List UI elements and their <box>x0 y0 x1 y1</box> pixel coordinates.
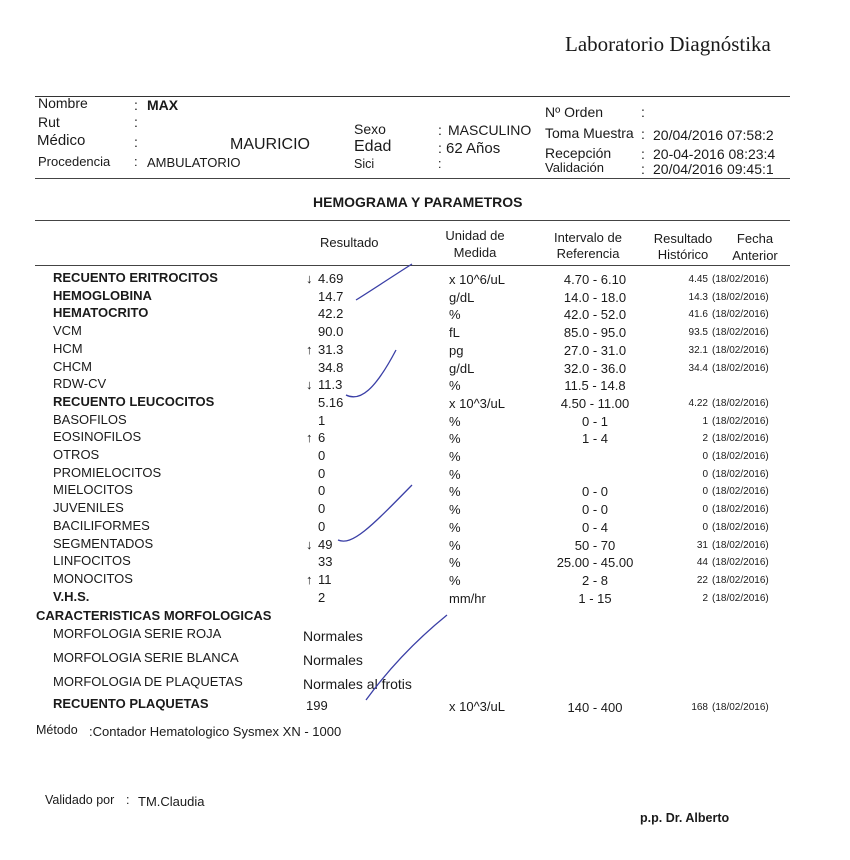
row-name: RECUENTO LEUCOCITOS <box>53 394 215 409</box>
col-historico-2: Histórico <box>657 247 709 262</box>
row-result: 0 <box>318 483 326 498</box>
row-unit: % <box>449 538 461 553</box>
row-hist: 41.6 <box>688 309 708 320</box>
procedencia-value: AMBULATORIO <box>147 155 241 170</box>
row-result: 0 <box>318 448 326 463</box>
validacion-label: Validación <box>545 160 605 175</box>
nombre-colon: : <box>134 97 138 113</box>
row-unit: % <box>449 431 461 446</box>
nombre-label: Nombre <box>38 95 88 111</box>
row-hist: 2 <box>702 593 708 604</box>
row-name: LINFOCITOS <box>53 553 131 568</box>
row-result: 11.3 <box>318 377 343 392</box>
sexo-value: MASCULINO <box>448 122 532 138</box>
row-hist: 0 <box>702 451 708 462</box>
row-name: HCM <box>53 341 83 356</box>
row-hist: 0 <box>702 486 708 497</box>
row-hist: 1 <box>702 416 708 427</box>
row-flag: ↑ <box>306 572 313 587</box>
row-result: 14.7 <box>318 289 344 304</box>
toma-muestra-colon: : <box>641 126 645 142</box>
toma-muestra-label: Toma Muestra <box>545 125 634 141</box>
nombre-value: MAX <box>147 97 179 113</box>
row-unit: x 10^3/uL <box>449 396 505 411</box>
row-name: HEMATOCRITO <box>53 305 149 320</box>
row-result: 0 <box>318 519 326 534</box>
row-hist: 2 <box>702 433 708 444</box>
row-flag: ↑ <box>306 430 313 445</box>
row-name: V.H.S. <box>53 589 90 604</box>
plaquetas-name: RECUENTO PLAQUETAS <box>53 696 209 711</box>
row-date: (18/02/2016) <box>712 504 769 515</box>
row-hist: 32.1 <box>688 345 708 356</box>
row-result: 2 <box>318 590 326 605</box>
row-result: 33 <box>318 554 333 569</box>
row-date: (18/02/2016) <box>712 575 769 586</box>
row-hist: 0 <box>702 522 708 533</box>
row-result: 49 <box>318 537 333 552</box>
orden-label: Nº Orden <box>545 104 604 120</box>
row-hist: 14.3 <box>688 292 708 303</box>
rut-colon: : <box>134 114 138 130</box>
signature-name: p.p. Dr. Alberto <box>640 811 730 825</box>
morfologia-item-name: MORFOLOGIA DE PLAQUETAS <box>53 674 243 689</box>
row-date: (18/02/2016) <box>712 398 769 409</box>
col-intervalo-1: Intervalo de <box>554 230 622 245</box>
recepcion-label: Recepción <box>545 145 612 161</box>
row-ref: 2 - 8 <box>581 573 608 588</box>
row-unit: % <box>449 502 461 517</box>
row-ref: 0 - 0 <box>581 502 608 517</box>
row-name: CHCM <box>53 359 92 374</box>
row-name: BASOFILOS <box>53 412 127 427</box>
row-date: (18/02/2016) <box>712 345 769 356</box>
row-hist: 31 <box>696 540 708 551</box>
sexo-label: Sexo <box>354 121 386 137</box>
validado-label: Validado por <box>45 793 115 807</box>
procedencia-label: Procedencia <box>38 154 111 169</box>
orden-colon: : <box>641 104 645 120</box>
recepcion-colon: : <box>641 146 645 162</box>
row-unit: % <box>449 484 461 499</box>
procedencia-colon: : <box>134 154 138 169</box>
row-name: VCM <box>53 323 82 338</box>
row-hist: 22 <box>696 575 708 586</box>
morfologia-item-value: Normales <box>303 628 363 644</box>
row-ref: 85.0 - 95.0 <box>563 325 627 340</box>
row-name: BACILIFORMES <box>53 518 150 533</box>
recepcion-value: 20-04-2016 08:23:4 <box>653 146 776 162</box>
metodo-value: :Contador Hematologico Sysmex XN - 1000 <box>89 724 342 739</box>
row-unit: % <box>449 307 461 322</box>
row-unit: % <box>449 467 461 482</box>
row-unit: fL <box>449 325 460 340</box>
row-flag: ↑ <box>306 342 313 357</box>
row-date: (18/02/2016) <box>712 363 769 374</box>
morfologia-item-name: MORFOLOGIA SERIE ROJA <box>53 626 222 641</box>
row-ref: 0 - 4 <box>581 520 608 535</box>
row-date: (18/02/2016) <box>712 274 769 285</box>
plaquetas-date: (18/02/2016) <box>712 702 769 713</box>
row-unit: % <box>449 555 461 570</box>
row-result: 11 <box>318 572 332 587</box>
row-ref: 0 - 1 <box>581 414 608 429</box>
row-result: 42.2 <box>318 306 344 321</box>
row-name: RDW-CV <box>53 376 107 391</box>
row-result: 4.69 <box>318 271 344 286</box>
edad-colon: : <box>438 140 442 156</box>
row-date: (18/02/2016) <box>712 557 769 568</box>
row-hist: 4.22 <box>688 398 708 409</box>
morfologia-item-value: Normales <box>303 652 363 668</box>
medico-colon: : <box>134 134 138 150</box>
row-ref: 1 - 4 <box>581 431 608 446</box>
row-unit: x 10^6/uL <box>449 272 505 287</box>
col-fecha-2: Anterior <box>732 248 778 263</box>
plaquetas-hist: 168 <box>691 702 708 713</box>
sici-label: Sici <box>354 157 375 171</box>
row-date: (18/02/2016) <box>712 540 769 551</box>
metodo-label: Método <box>36 723 78 737</box>
row-unit: % <box>449 573 461 588</box>
row-hist: 0 <box>702 469 708 480</box>
row-result: 90.0 <box>318 324 344 339</box>
row-flag: ↓ <box>306 271 313 286</box>
row-flag: ↓ <box>306 537 313 552</box>
row-unit: % <box>449 520 461 535</box>
row-unit: pg <box>449 343 464 358</box>
morfologia-title: CARACTERISTICAS MORFOLOGICAS <box>36 608 272 623</box>
row-date: (18/02/2016) <box>712 433 769 444</box>
row-date: (18/02/2016) <box>712 416 769 427</box>
row-name: MONOCITOS <box>53 571 133 586</box>
row-name: JUVENILES <box>53 500 124 515</box>
section-title: HEMOGRAMA Y PARAMETROS <box>313 194 523 210</box>
row-unit: % <box>449 378 461 393</box>
rut-label: Rut <box>38 114 60 130</box>
row-result: 0 <box>318 466 326 481</box>
row-ref: 4.50 - 11.00 <box>560 396 630 411</box>
row-date: (18/02/2016) <box>712 451 769 462</box>
row-ref: 14.0 - 18.0 <box>563 290 627 305</box>
validacion-colon: : <box>641 161 645 177</box>
row-hist: 44 <box>696 557 708 568</box>
row-name: EOSINOFILOS <box>53 429 142 444</box>
row-result: 34.8 <box>318 360 344 375</box>
row-result: 1 <box>318 413 326 428</box>
row-ref: 0 - 0 <box>581 484 608 499</box>
sexo-colon: : <box>438 122 442 138</box>
row-name: PROMIELOCITOS <box>53 465 162 480</box>
validado-colon: : <box>126 793 130 807</box>
validado-value: TM.Claudia <box>138 794 205 809</box>
row-ref: 50 - 70 <box>574 538 616 553</box>
validacion-value: 20/04/2016 09:45:1 <box>653 161 774 177</box>
row-date: (18/02/2016) <box>712 469 769 480</box>
row-result: 5.16 <box>318 395 344 410</box>
row-name: SEGMENTADOS <box>53 536 154 551</box>
row-name: HEMOGLOBINA <box>53 288 152 303</box>
morfologia-item-name: MORFOLOGIA SERIE BLANCA <box>53 650 239 665</box>
medico-label: Médico <box>37 132 86 149</box>
check-mark-3 <box>338 485 412 541</box>
row-hist: 4.45 <box>688 274 708 285</box>
row-ref: 25.00 - 45.00 <box>556 555 634 570</box>
edad-value: 62 Años <box>446 140 501 157</box>
row-unit: mm/hr <box>449 591 486 606</box>
plaquetas-ref: 140 - 400 <box>567 700 623 715</box>
row-date: (18/02/2016) <box>712 327 769 338</box>
row-name: OTROS <box>53 447 100 462</box>
row-ref: 32.0 - 36.0 <box>563 361 627 376</box>
row-unit: % <box>449 449 461 464</box>
row-hist: 0 <box>702 504 708 515</box>
row-date: (18/02/2016) <box>712 309 769 320</box>
morfologia-item-value: Normales al frotis <box>303 676 412 692</box>
row-date: (18/02/2016) <box>712 292 769 303</box>
col-historico-1: Resultado <box>653 231 713 246</box>
lab-name: Laboratorio Diagnóstika <box>565 32 771 56</box>
row-date: (18/02/2016) <box>712 522 769 533</box>
col-unidad-2: Medida <box>453 245 497 260</box>
row-ref: 42.0 - 52.0 <box>563 307 627 322</box>
edad-label: Edad <box>354 138 392 155</box>
check-mark-1 <box>356 264 412 300</box>
medico-value: MAURICIO <box>230 136 310 153</box>
row-date: (18/02/2016) <box>712 486 769 497</box>
row-name: RECUENTO ERITROCITOS <box>53 270 218 285</box>
row-ref: 27.0 - 31.0 <box>563 343 627 358</box>
row-ref: 1 - 15 <box>578 591 612 606</box>
row-date: (18/02/2016) <box>712 593 769 604</box>
col-fecha-1: Fecha <box>736 231 774 246</box>
row-result: 0 <box>318 501 326 516</box>
sici-colon: : <box>438 157 442 171</box>
col-unidad-1: Unidad de <box>445 228 505 243</box>
col-intervalo-2: Referencia <box>556 246 620 261</box>
row-ref: 4.70 - 6.10 <box>563 272 627 287</box>
row-flag: ↓ <box>306 377 313 392</box>
row-ref: 11.5 - 14.8 <box>564 378 626 393</box>
check-mark-2 <box>346 350 396 397</box>
row-unit: g/dL <box>449 361 475 376</box>
toma-muestra-value: 20/04/2016 07:58:2 <box>653 127 774 143</box>
row-hist: 93.5 <box>688 327 708 338</box>
row-hist: 34.4 <box>688 363 708 374</box>
plaquetas-result: 199 <box>306 698 328 713</box>
row-result: 31.3 <box>318 342 344 357</box>
plaquetas-unit: x 10^3/uL <box>449 699 505 714</box>
check-mark-4 <box>366 615 447 700</box>
row-unit: % <box>449 414 461 429</box>
row-result: 6 <box>318 430 326 445</box>
col-resultado: Resultado <box>320 235 379 250</box>
row-name: MIELOCITOS <box>53 482 133 497</box>
row-unit: g/dL <box>449 290 475 305</box>
